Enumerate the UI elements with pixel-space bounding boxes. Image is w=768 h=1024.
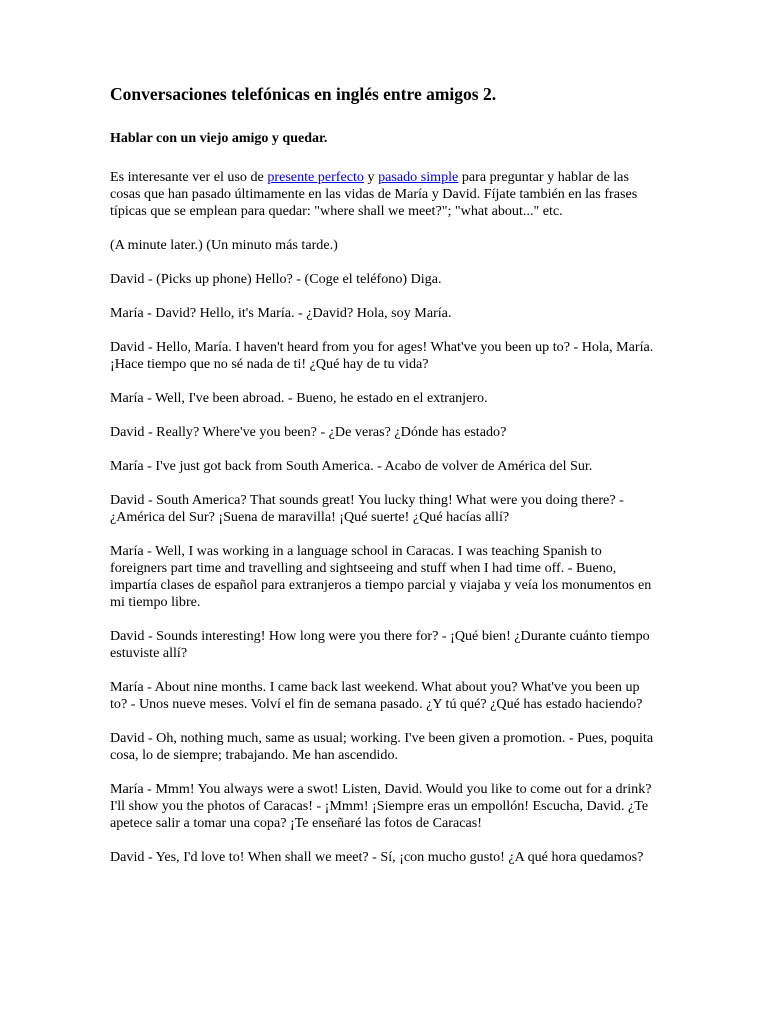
dialogue-paragraph: David - (Picks up phone) Hello? - (Coge el teléfono) Diga.: [110, 271, 442, 287]
intro-text-between: y: [363, 169, 379, 185]
dialogue-paragraph: David - Really? Where've you been? - ¿De veras? ¿Dónde has estado?: [110, 424, 507, 440]
dialogue-paragraph: María - Well, I've been abroad. - Bueno, he estado en el extranjero.: [110, 390, 488, 406]
dialogue-paragraph: María - Well, I was working in a language school in Caracas. I was teaching Spanish to foreigners part time and travelling and sightseeing and stuff when I had time off. - Bueno, impartía clases de español para extranjeros a tiempo parcial y viajaba y veía los monumentos en mi tiempo libre.: [110, 543, 652, 610]
intro-paragraph: [110, 169, 660, 220]
dialogue-paragraph: María - David? Hello, it's María. - ¿David? Hola, soy María.: [110, 305, 452, 321]
dialogue-paragraph: María - Mmm! You always were a swot! Listen, David. Would you like to come out for a drink? I'll show you the photos of Caracas! - ¡Mmm! ¡Siempre eras un empollón! Escucha, David. ¿Te apetece salir a tomar una copa? ¡Te enseñaré las fotos de Caracas!: [110, 781, 652, 831]
intro-text-end: para preguntar y hablar de las cosas que han pasado últimamente en las vidas de María y David. Fíjate también en las frases típicas que se emplean para quedar: "where shall we meet?"; "what about..." etc.: [110, 169, 638, 219]
dialogue-paragraph: María - I've just got back from South America. - Acabo de volver de América del Sur.: [110, 458, 593, 474]
intro-text-start: Es interesante ver el uso de: [110, 169, 268, 185]
dialogue-paragraph: David - Hello, María. I haven't heard from you for ages! What've you been up to? - Hola, María. ¡Hace tiempo que no sé nada de ti! ¿Qué hay de tu vida?: [110, 339, 654, 372]
document-title: Conversaciones telefónicas en inglés entre amigos 2.: [110, 84, 497, 104]
dialogue-paragraph: David - Sounds interesting! How long were you there for? - ¡Qué bien! ¿Durante cuánto tiempo estuviste allí?: [110, 628, 650, 661]
pasado-simple-link[interactable]: pasado simple: [378, 169, 459, 185]
dialogue-paragraph: David - South America? That sounds great! You lucky thing! What were you doing there? - ¿América del Sur? ¡Suena de maravilla! ¡Qué suerte! ¿Qué hacías allí?: [110, 492, 624, 525]
presente-perfecto-link[interactable]: presente perfecto: [267, 169, 364, 185]
dialogue-paragraph: (A minute later.) (Un minuto más tarde.): [110, 237, 338, 253]
dialogue-paragraph: María - About nine months. I came back last weekend. What about you? What've you been up to? - Unos nueve meses. Volví el fin de semana pasado. ¿Y tú qué? ¿Qué has estado haciendo?: [110, 679, 643, 712]
dialogue-paragraph: David - Oh, nothing much, same as usual; working. I've been given a promotion. - Pues, poquita cosa, lo de siempre; trabajando. Me han ascendido.: [110, 730, 654, 763]
dialogue-paragraph: David - Yes, I'd love to! When shall we meet? - Sí, ¡con mucho gusto! ¿A qué hora quedamos?: [110, 849, 644, 865]
document-subtitle: Hablar con un viejo amigo y quedar.: [110, 131, 328, 146]
